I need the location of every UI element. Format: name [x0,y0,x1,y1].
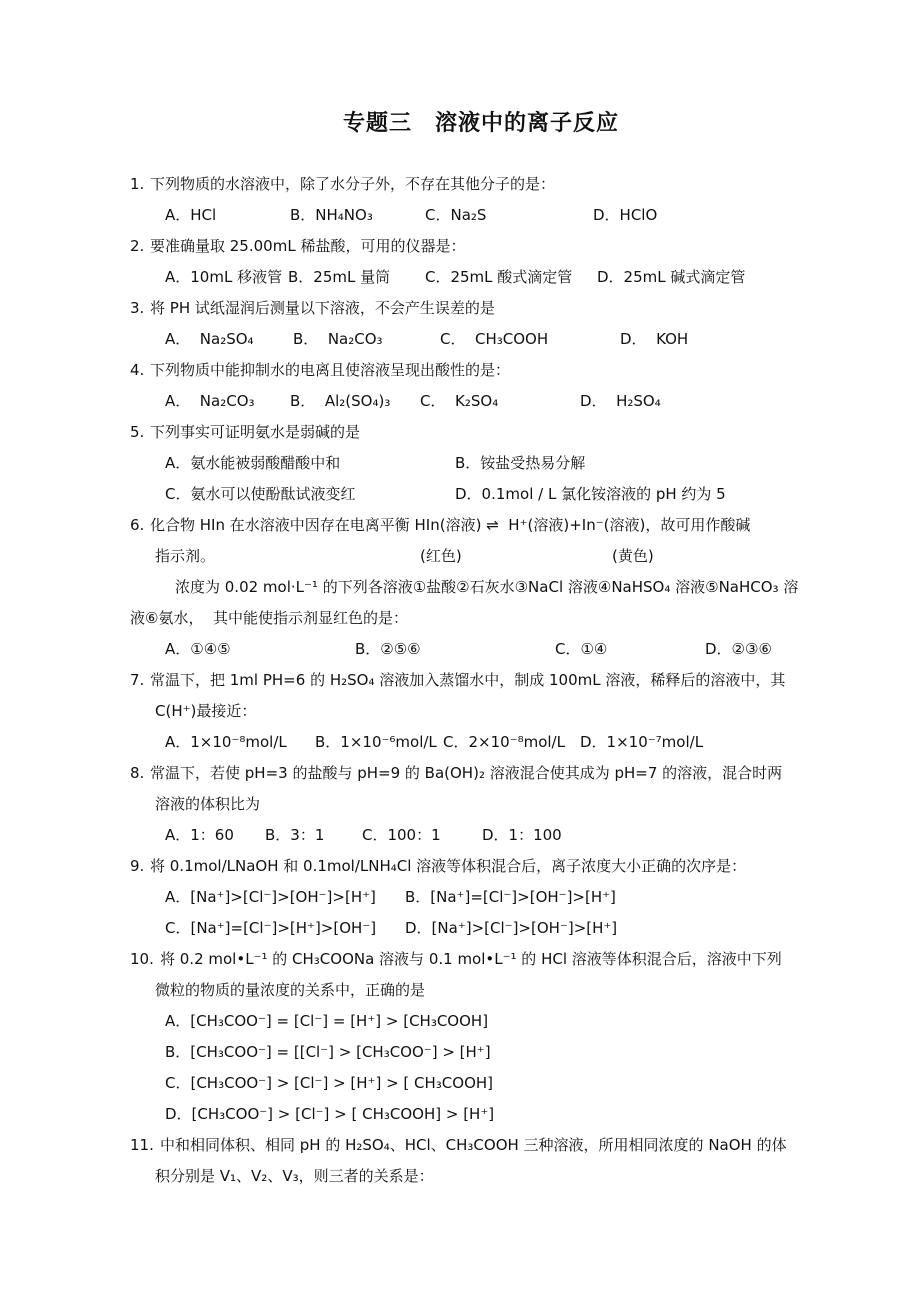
question [130,851,832,944]
question [130,417,832,510]
option: A．氨水能被弱酸醋酸中和 [165,454,341,472]
text-segment: 浓度为 0.02 mol·L⁻¹ 的下列各溶液①盐酸②石灰水③NaCl 溶液④NaHSO₄ 溶液⑤NaHCO₃ 溶 [175,578,799,596]
option: C． CH₃COOH [440,330,549,348]
text-segment: 微粒的物质的量浓度的关系中，正确的是 [155,981,426,999]
question-line [130,789,832,820]
option: A．10mL 移液管 [165,268,283,286]
question-line [130,572,832,603]
questions [130,169,832,1192]
question [130,944,832,1130]
option-row [130,1006,832,1037]
text-segment: 溶液的体积比为 [155,795,261,813]
question-line [130,758,832,789]
question-line [130,944,832,975]
option: D．[Na⁺]>[Cl⁻]>[OH⁻]>[H⁺] [405,919,618,937]
option: A．1×10⁻⁸mol/L [165,733,287,751]
option: D．[CH₃COO⁻] > [Cl⁻] > [ CH₃COOH] > [H⁺] [165,1105,495,1123]
option: B．②⑤⑥ [355,640,421,658]
question [130,231,832,293]
option: D． H₂SO₄ [580,392,661,410]
option: D．25mL 碱式滴定管 [597,268,746,286]
question-number: 3. [130,299,145,317]
option-row [130,1037,832,1068]
question-line [130,231,832,262]
question-number: 5. [130,423,145,441]
text-segment: 化合物 HIn 在水溶液中因存在电离平衡 HIn(溶液) ⇌ H⁺(溶液)+In⁻(溶液)，故可用作酸碱 [150,516,751,534]
option: A．HCl [165,206,217,224]
question [130,169,832,231]
option: A．[CH₃COO⁻] = [Cl⁻] = [H⁺] > [CH₃COOH] [165,1012,489,1030]
option: A． Na₂SO₄ [165,330,254,348]
option-row [130,448,832,479]
option: D． KOH [620,330,689,348]
question-number: 7. [130,671,145,689]
text-segment: 将 PH 试纸湿润后测量以下溶液，不会产生误差的是 [150,299,495,317]
text-segment: 常温下，若使 pH=3 的盐酸与 pH=9 的 Ba(OH)₂ 溶液混合使其成为 pH=7 的溶液，混合时两 [150,764,783,782]
text-segment: 指示剂。 [155,547,216,565]
option: D．②③⑥ [705,640,772,658]
option: B．3：1 [265,826,325,844]
text-segment: 常温下，把 1ml PH=6 的 H₂SO₄ 溶液加入蒸馏水中，制成 100mL 溶液，稀释后的溶液中，其 [150,671,786,689]
question-line [130,603,832,634]
question-line [130,975,832,1006]
option: B．[CH₃COO⁻] = [[Cl⁻] > [CH₃COO⁻] > [H⁺] [165,1043,491,1061]
question [130,293,832,355]
question [130,1130,832,1192]
option: B．NH₄NO₃ [290,206,373,224]
text-segment: 积分别是 V₁、V₂、V₃，则三者的关系是： [155,1167,434,1185]
option-row [130,479,832,510]
option: D．0.1mol / L 氯化铵溶液的 pH 约为 5 [455,485,726,503]
option-row [130,386,832,417]
question-line [130,355,832,386]
option-row [130,634,832,665]
option: D．1×10⁻⁷mol/L [580,733,704,751]
text-segment: 将 0.2 mol•L⁻¹ 的 CH₃COONa 溶液与 0.1 mol•L⁻¹ 的 HCl 溶液等体积混合后，溶液中下列 [160,950,782,968]
option: C．氨水可以使酚酞试液变红 [165,485,356,503]
question-line [130,851,832,882]
question-line [130,293,832,324]
text-segment: (黄色) [612,547,654,565]
question [130,665,832,758]
option-row [130,1068,832,1099]
question-line [130,417,832,448]
option-row [130,262,832,293]
text-segment: 要准确量取 25.00mL 稀盐酸，可用的仪器是： [150,237,466,255]
question-number: 9. [130,857,145,875]
text-segment: 下列物质中能抑制水的电离且使溶液呈现出酸性的是： [150,361,511,379]
option: C．Na₂S [425,206,487,224]
option-row [130,727,832,758]
option-row [130,200,832,231]
option: B． Al₂(SO₄)₃ [290,392,391,410]
question-number: 2. [130,237,145,255]
option: B．[Na⁺]=[Cl⁻]>[OH⁻]>[H⁺] [405,888,616,906]
question-number: 6. [130,516,145,534]
text-segment: 下列物质的水溶液中，除了水分子外，不存在其他分子的是： [150,175,556,193]
option: A． Na₂CO₃ [165,392,255,410]
question-line [130,1161,832,1192]
option: C．100：1 [362,826,441,844]
question-line [130,169,832,200]
question-line [130,1130,832,1161]
text-segment: C(H⁺)最接近： [155,702,257,720]
text-segment: (红色) [420,547,462,565]
option-row [130,882,832,913]
text-segment: 中和相同体积、相同 pH 的 H₂SO₄、HCl、CH₃COOH 三种溶液，所用相同浓度的 NaOH 的体 [160,1136,787,1154]
question [130,758,832,851]
option: C． K₂SO₄ [420,392,499,410]
option-row [130,324,832,355]
question-number: 8. [130,764,145,782]
question-line [130,665,832,696]
option: D．1：100 [482,826,562,844]
text-segment: 将 0.1mol/LNaOH 和 0.1mol/LNH₄Cl 溶液等体积混合后，离子浓度大小正确的次序是： [150,857,747,875]
option: B．25mL 量筒 [288,268,391,286]
question-line [130,696,832,727]
option: C．2×10⁻⁸mol/L [443,733,565,751]
option: C．25mL 酸式滴定管 [425,268,573,286]
option: A．[Na⁺]>[Cl⁻]>[OH⁻]>[H⁺] [165,888,376,906]
option-row [130,913,832,944]
option-row [130,820,832,851]
page-title: 专题三 溶液中的离子反应 [342,111,619,136]
option: C．①④ [555,640,608,658]
question [130,355,832,417]
question [130,510,832,665]
option: C．[CH₃COO⁻] > [Cl⁻] > [H⁺] > [ CH₃COOH] [165,1074,494,1092]
question-number: 10. [130,950,154,968]
option: C．[Na⁺]=[Cl⁻]>[H⁺]>[OH⁻] [165,919,377,937]
question-number: 11. [130,1136,154,1154]
option: A．①④⑤ [165,640,231,658]
question-line [130,510,832,541]
question-number: 1. [130,175,145,193]
option: D．HClO [593,206,658,224]
text-segment: 下列事实可证明氨水是弱碱的是 [150,423,361,441]
option: B．铵盐受热易分解 [455,454,586,472]
question-line [130,541,832,572]
option: B． Na₂CO₃ [293,330,383,348]
option-row [130,1099,832,1130]
option: B．1×10⁻⁶mol/L [315,733,437,751]
option: A．1：60 [165,826,234,844]
text-segment: 液⑥氨水， 其中能使指示剂显红色的是： [130,609,408,627]
question-number: 4. [130,361,145,379]
